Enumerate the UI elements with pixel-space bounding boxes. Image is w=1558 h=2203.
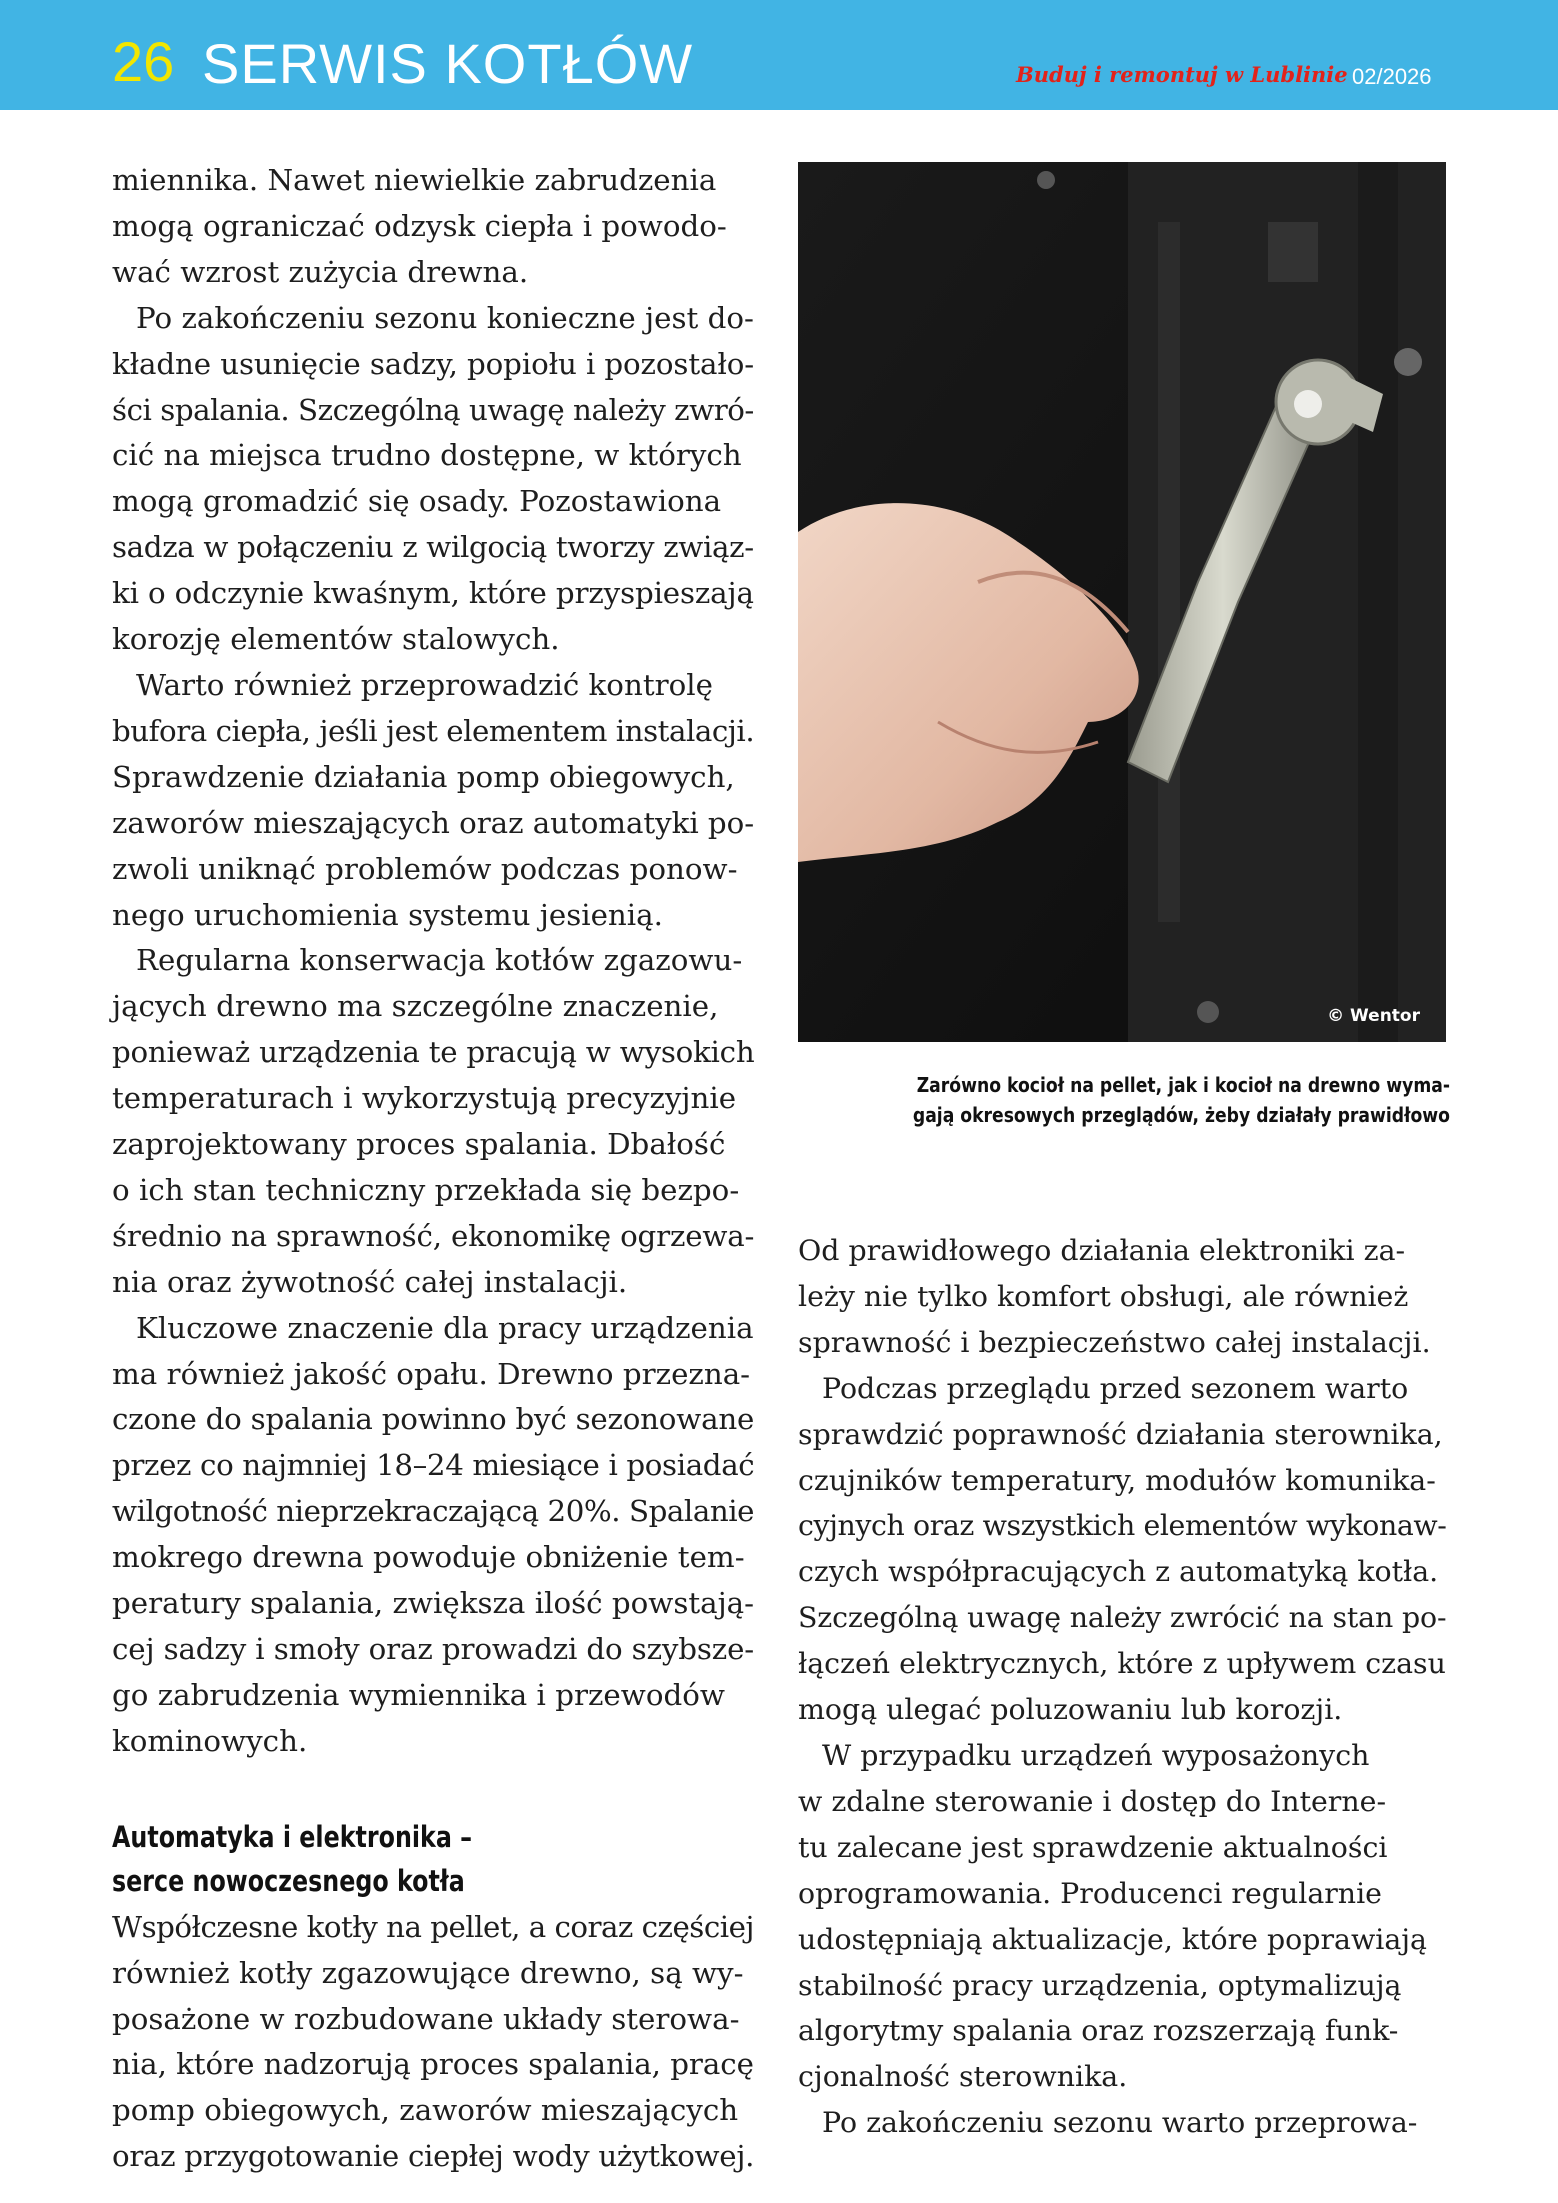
text-line: peratury spalania, zwiększa ilość powstają- <box>112 1586 755 1621</box>
text-line: W przypadku urządzeń wyposażonych <box>822 1738 1370 1772</box>
text-line: pomp obiegowych, zaworów mieszających <box>112 2093 739 2128</box>
text-line: wać wzrost zużycia drewna. <box>112 254 529 289</box>
text-line: sprawność i bezpieczeństwo całej instalacji. <box>798 1325 1431 1359</box>
page-header <box>0 0 1558 110</box>
text-line: Współczesne kotły na pellet, a coraz częściej <box>112 1909 754 1944</box>
text-line: Regularna konserwacja kotłów zgazowu- <box>136 943 743 978</box>
text-line: zaworów mieszających oraz automatyki po- <box>112 805 755 840</box>
text-line: mokrego drewna powoduje obniżenie tem- <box>112 1540 745 1575</box>
text-line: zaprojektowany proces spalania. Dbałość <box>112 1127 726 1162</box>
text-line: Sprawdzenie działania pomp obiegowych, <box>112 759 735 794</box>
boiler-photo <box>798 162 1446 1042</box>
text-line: mogą ulegać poluzowaniu lub korozji. <box>798 1693 1343 1727</box>
text-line: nia, które nadzorują proces spalania, pracę <box>112 2047 754 2082</box>
paragraph <box>112 1306 754 1765</box>
text-line: miennika. Nawet niewielkie zabrudzenia <box>112 163 717 197</box>
text-line: również kotły zgazowujące drewno, są wy- <box>112 1955 744 1990</box>
text-line: jących drewno ma szczególne znaczenie, <box>112 989 719 1024</box>
page-number: 26 <box>112 30 175 93</box>
text-line: cjonalność sterownika. <box>798 2060 1128 2094</box>
paragraph <box>798 1733 1446 2100</box>
text-line: posażone w rozbudowane układy sterowa- <box>112 2001 740 2036</box>
text-line: leży nie tylko komfort obsługi, ale również <box>798 1279 1409 1313</box>
text-line: oprogramowania. Producenci regularnie <box>798 1876 1382 1910</box>
paragraph <box>112 938 754 1305</box>
text-line: Po zakończeniu sezonu konieczne jest do- <box>136 300 754 335</box>
text-line: cyjnych oraz wszystkich elementów wykonaw- <box>798 1509 1447 1543</box>
text-line: Od prawidłowego działania elektroniki za- <box>798 1234 1406 1267</box>
text-line: temperaturach i wykorzystują precyzyjnie <box>112 1081 737 1116</box>
text-line: algorytmy spalania oraz rozszerzają funk- <box>798 2014 1399 2048</box>
text-line: kominowych. <box>112 1723 308 1758</box>
paragraph <box>112 158 754 296</box>
left-column <box>112 158 754 2180</box>
text-line: wilgotność nieprzekraczającą 20%. Spalanie <box>112 1494 755 1529</box>
text-line: stabilność pracy urządzenia, optymalizują <box>798 1968 1402 2002</box>
text-line: średnio na sprawność, ekonomikę ogrzewa- <box>112 1218 755 1253</box>
text-line: Podczas przeglądu przed sezonem warto <box>822 1371 1409 1405</box>
text-line: mogą ograniczać odzysk ciepła i powodo- <box>112 208 727 243</box>
text-line: kładne usunięcie sadzy, popiołu i pozostało- <box>112 346 755 381</box>
text-line: korozję elementów stalowych. <box>112 622 560 657</box>
text-line: zwoli uniknąć problemów podczas ponow- <box>112 851 738 886</box>
text-line: ponieważ urządzenia te pracują w wysokich <box>112 1035 755 1070</box>
text-line: mogą gromadzić się osady. Pozostawiona <box>112 484 722 519</box>
text-line: o ich stan techniczny przekłada się bezpo- <box>112 1172 740 1207</box>
text-line: sprawdzić poprawność działania sterownika, <box>798 1417 1443 1451</box>
text-line: sadza w połączeniu z wilgocią tworzy związ- <box>112 530 754 565</box>
magazine-brand: Buduj i remontuj w Lublinie <box>1016 62 1348 87</box>
text-line: bufora ciepła, jeśli jest elementem instalacji. <box>112 713 755 748</box>
text-line: ma również jakość opału. Drewno przezna- <box>112 1356 751 1391</box>
subheading-line: Automatyka i elektronika – <box>112 1819 473 1854</box>
text-line: Kluczowe znaczenie dla pracy urządzenia <box>136 1310 754 1345</box>
text-line: czujników temperatury, modułów komunika- <box>798 1463 1436 1497</box>
paragraph <box>112 663 754 938</box>
text-line: czych współpracujących z automatyką kotła. <box>798 1555 1439 1589</box>
text-line: nia oraz żywotność całej instalacji. <box>112 1264 628 1299</box>
caption-line: Zarówno kocioł na pellet, jak i kocioł na drewno wyma- <box>916 1073 1450 1097</box>
boiler-hand-wrench-image <box>798 162 1446 1042</box>
text-line: tu zalecane jest sprawdzenie aktualności <box>798 1830 1388 1864</box>
text-line: ki o odczynie kwaśnym, które przyspieszają <box>112 576 754 611</box>
text-line: przez co najmniej 18–24 miesiące i posiadać <box>112 1448 755 1483</box>
text-line: cej sadzy i smoły oraz prowadzi do szybsze- <box>112 1632 755 1666</box>
text-line: Szczególną uwagę należy zwrócić na stan po- <box>798 1601 1447 1635</box>
photo-credit: © Wentor <box>1327 1006 1420 1026</box>
subheading <box>112 1817 754 1901</box>
paragraph <box>798 1228 1446 1366</box>
text-line: ści spalania. Szczególną uwagę należy zwró- <box>112 392 754 427</box>
right-column <box>798 1228 1446 2146</box>
text-line: cić na miejsca trudno dostępne, w których <box>112 438 742 473</box>
caption-line: gają okresowych przeglądów, żeby działały prawidłowo <box>912 1103 1450 1127</box>
text-line: w zdalne sterowanie i dostęp do Interne- <box>798 1784 1387 1818</box>
section-title: SERWIS KOTŁÓW <box>202 32 694 95</box>
text-line: Po zakończeniu sezonu warto przeprowa- <box>822 2106 1418 2140</box>
paragraph <box>112 296 754 663</box>
text-line: oraz przygotowanie ciepłej wody użytkowej. <box>112 2139 755 2174</box>
text-line: go zabrudzenia wymiennika i przewodów <box>112 1677 725 1712</box>
text-line: udostępniają aktualizacje, które poprawiają <box>798 1922 1427 1956</box>
photo-caption <box>820 1070 1450 1130</box>
paragraph <box>798 2100 1446 2146</box>
text-line: nego uruchomienia systemu jesienią. <box>112 897 663 932</box>
text-line: czone do spalania powinno być sezonowane <box>112 1402 755 1437</box>
text-line: Warto również przeprowadzić kontrolę <box>136 667 713 702</box>
paragraph <box>798 1366 1446 1733</box>
text-line: łączeń elektrycznych, które z upływem czasu <box>798 1647 1446 1681</box>
paragraph <box>112 1905 754 2180</box>
issue-number: 02/2026 <box>1352 64 1432 89</box>
subheading-line: serce nowoczesnego kotła <box>112 1863 465 1898</box>
